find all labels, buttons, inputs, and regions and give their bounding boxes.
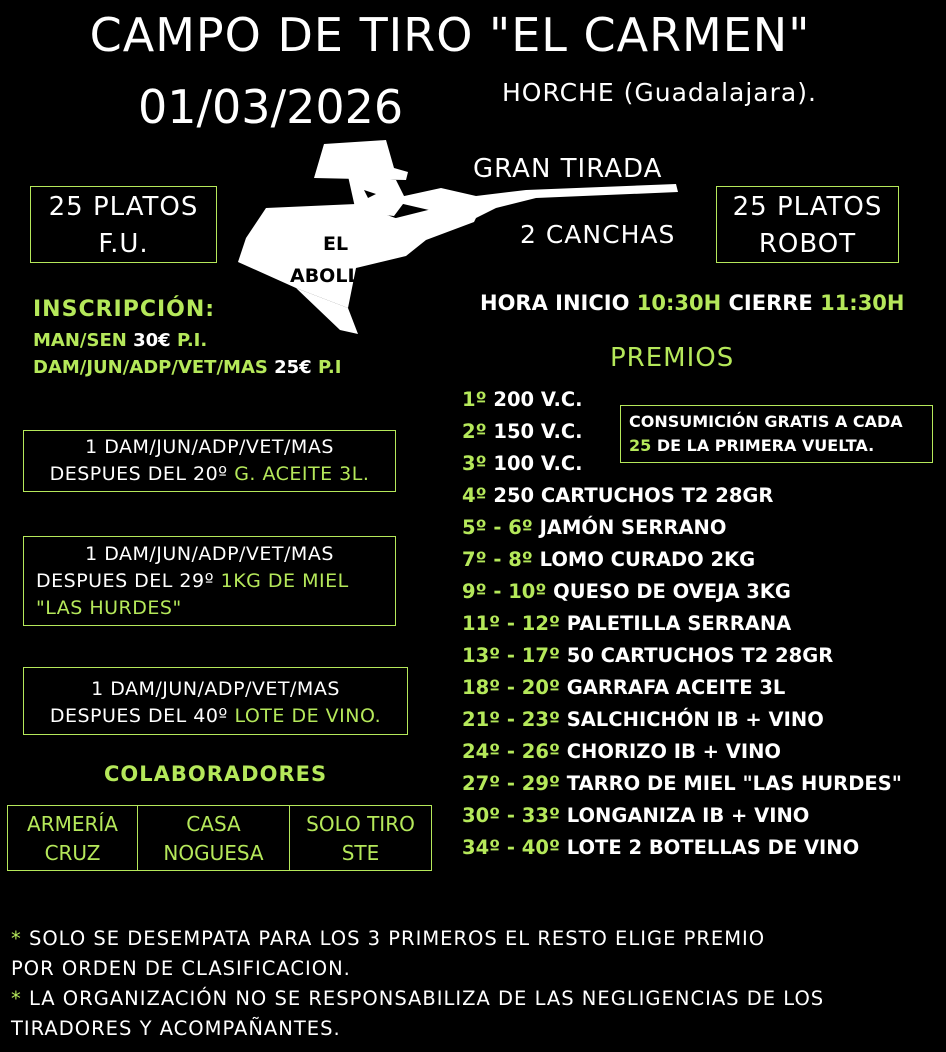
close-label: CIERRE [728, 291, 813, 315]
collaborator-name-cont: NOGUESA [163, 841, 264, 865]
consumption-number: 25 [629, 436, 652, 455]
special-prize-item-cont: "LAS HURDES" [36, 597, 182, 619]
prize-position: 18º - 20º [462, 676, 560, 699]
prize-item [462, 512, 902, 544]
consumption-note-box [620, 405, 933, 463]
prizes-title: PREMIOS [610, 343, 735, 373]
note-text: SOLO SE DESEMPATA PARA LOS 3 PRIMEROS EL RESTO ELIGE PREMIO [28, 927, 766, 950]
platos-fu-box [30, 186, 217, 263]
prize-description: QUESO DE OVEJA 3KG [553, 580, 791, 603]
close-time: 11:30H [820, 291, 905, 315]
special-prize-box [23, 536, 396, 626]
prize-item [462, 672, 902, 704]
prize-position: 30º - 33º [462, 804, 560, 827]
prize-description: PALETILLA SERRANA [566, 612, 792, 635]
collaborator-name: CASA [186, 812, 241, 836]
prize-item [462, 480, 902, 512]
logo-text-el: EL [323, 233, 349, 255]
prize-description: GARRAFA ACEITE 3L [566, 676, 786, 699]
prize-description: SALCHICHÓN IB + VINO [566, 708, 824, 731]
inscription-suffix: P.I. [176, 330, 208, 351]
prize-position: 5º - 6º [462, 516, 533, 539]
special-prize-position: DESPUES DEL 20º [49, 463, 228, 485]
prize-description: LOMO CURADO 2KG [539, 548, 756, 571]
platos-robot-type: ROBOT [758, 229, 857, 259]
prize-description: JAMÓN SERRANO [539, 516, 727, 539]
inscription-price: 25€ [274, 357, 312, 378]
event-title: GRAN TIRADA [473, 154, 663, 184]
event-subtitle: 2 CANCHAS [520, 220, 676, 249]
prize-item [462, 608, 902, 640]
special-prize-category: 1 DAM/JUN/ADP/VET/MAS [85, 543, 334, 565]
prize-description: 200 V.C. [493, 388, 583, 411]
collaborator-cell [290, 806, 431, 870]
prize-item [462, 640, 902, 672]
note-marker: * [11, 927, 22, 950]
note-1-cont: POR ORDEN DE CLASIFICACION. [11, 957, 351, 980]
note-2 [11, 984, 824, 1014]
footer-notes [11, 924, 824, 1044]
note-2-cont: TIRADORES Y ACOMPAÑANTES. [11, 1017, 341, 1040]
prize-position: 24º - 26º [462, 740, 560, 763]
special-prize-box [23, 667, 408, 735]
special-prize-condition [24, 703, 407, 730]
prize-position: 1º [462, 388, 487, 411]
prize-description: LOTE 2 BOTELLAS DE VINO [566, 836, 860, 859]
note-text: LA ORGANIZACIÓN NO SE RESPONSABILIZA DE LAS NEGLIGENCIAS DE LOS [28, 987, 825, 1010]
consumption-text: DE LA PRIMERA VUELTA. [656, 436, 875, 455]
start-label: HORA INICIO [480, 291, 630, 315]
prize-item [462, 800, 902, 832]
prize-description: TARRO DE MIEL "LAS HURDES" [566, 772, 902, 795]
inscription-row [33, 357, 341, 378]
collaborators-title: COLABORADORES [104, 762, 328, 786]
prize-item [462, 768, 902, 800]
note-1 [11, 924, 824, 954]
prize-position: 4º [462, 484, 487, 507]
platos-robot-count: 25 PLATOS [732, 192, 883, 222]
inscription-suffix: P.I [317, 357, 342, 378]
consumption-line2 [629, 434, 924, 458]
event-date: 01/03/2026 [138, 80, 404, 134]
collaborator-name-cont: CRUZ [44, 841, 101, 865]
inscription-title: INSCRIPCIÓN: [33, 297, 216, 322]
collaborator-name-cont: STE [341, 841, 380, 865]
special-prize-category: 1 DAM/JUN/ADP/VET/MAS [85, 436, 334, 458]
inscription-price: 30€ [133, 330, 171, 351]
platos-fu-count: 25 PLATOS [48, 192, 199, 222]
schedule-line [480, 291, 905, 315]
prize-position: 3º [462, 452, 487, 475]
prize-description: LONGANIZA IB + VINO [566, 804, 810, 827]
special-prize-category: 1 DAM/JUN/ADP/VET/MAS [91, 678, 340, 700]
collaborator-cell [138, 806, 290, 870]
special-prize-item: LOTE DE VINO. [234, 705, 382, 727]
location-text: HORCHE (Guadalajara). [502, 78, 817, 107]
prize-description: 50 CARTUCHOS T2 28GR [566, 644, 834, 667]
consumption-line1: CONSUMICIÓN GRATIS A CADA [629, 412, 903, 431]
special-prize-condition [24, 461, 395, 488]
note-marker: * [11, 987, 22, 1010]
inscription-row [33, 330, 207, 351]
special-prize-item: G. ACEITE 3L. [234, 463, 370, 485]
inscription-category: DAM/JUN/ADP/VET/MAS [33, 357, 268, 378]
prize-item [462, 704, 902, 736]
logo-text-abollao: ABOLLAO [290, 265, 391, 287]
start-time: 10:30H [636, 291, 722, 315]
prize-position: 34º - 40º [462, 836, 560, 859]
prize-item [462, 736, 902, 768]
collaborator-name: ARMERÍA [27, 812, 118, 836]
prize-position: 7º - 8º [462, 548, 533, 571]
inscription-category: MAN/SEN [33, 330, 127, 351]
special-prize-position: DESPUES DEL 40º [49, 705, 228, 727]
prize-position: 2º [462, 420, 487, 443]
special-prize-position: DESPUES DEL 29º [36, 570, 215, 592]
prize-description: 100 V.C. [493, 452, 583, 475]
prize-description: CHORIZO IB + VINO [566, 740, 782, 763]
prize-item [462, 832, 902, 864]
prize-position: 9º - 10º [462, 580, 547, 603]
collaborators-table [7, 805, 432, 871]
prize-item [462, 576, 902, 608]
prize-item [462, 544, 902, 576]
special-prize-condition [24, 568, 395, 595]
prize-description: 150 V.C. [493, 420, 583, 443]
prize-position: 13º - 17º [462, 644, 560, 667]
special-prize-item: 1KG DE MIEL [220, 570, 349, 592]
collaborator-cell [8, 806, 138, 870]
page-title: CAMPO DE TIRO "EL CARMEN" [89, 8, 811, 62]
prize-description: 250 CARTUCHOS T2 28GR [493, 484, 774, 507]
collaborator-name: SOLO TIRO [306, 812, 415, 836]
prize-position: 21º - 23º [462, 708, 560, 731]
platos-fu-type: F.U. [98, 229, 149, 259]
prize-position: 11º - 12º [462, 612, 560, 635]
prize-position: 27º - 29º [462, 772, 560, 795]
platos-robot-box [716, 186, 899, 263]
special-prize-box [23, 430, 396, 492]
